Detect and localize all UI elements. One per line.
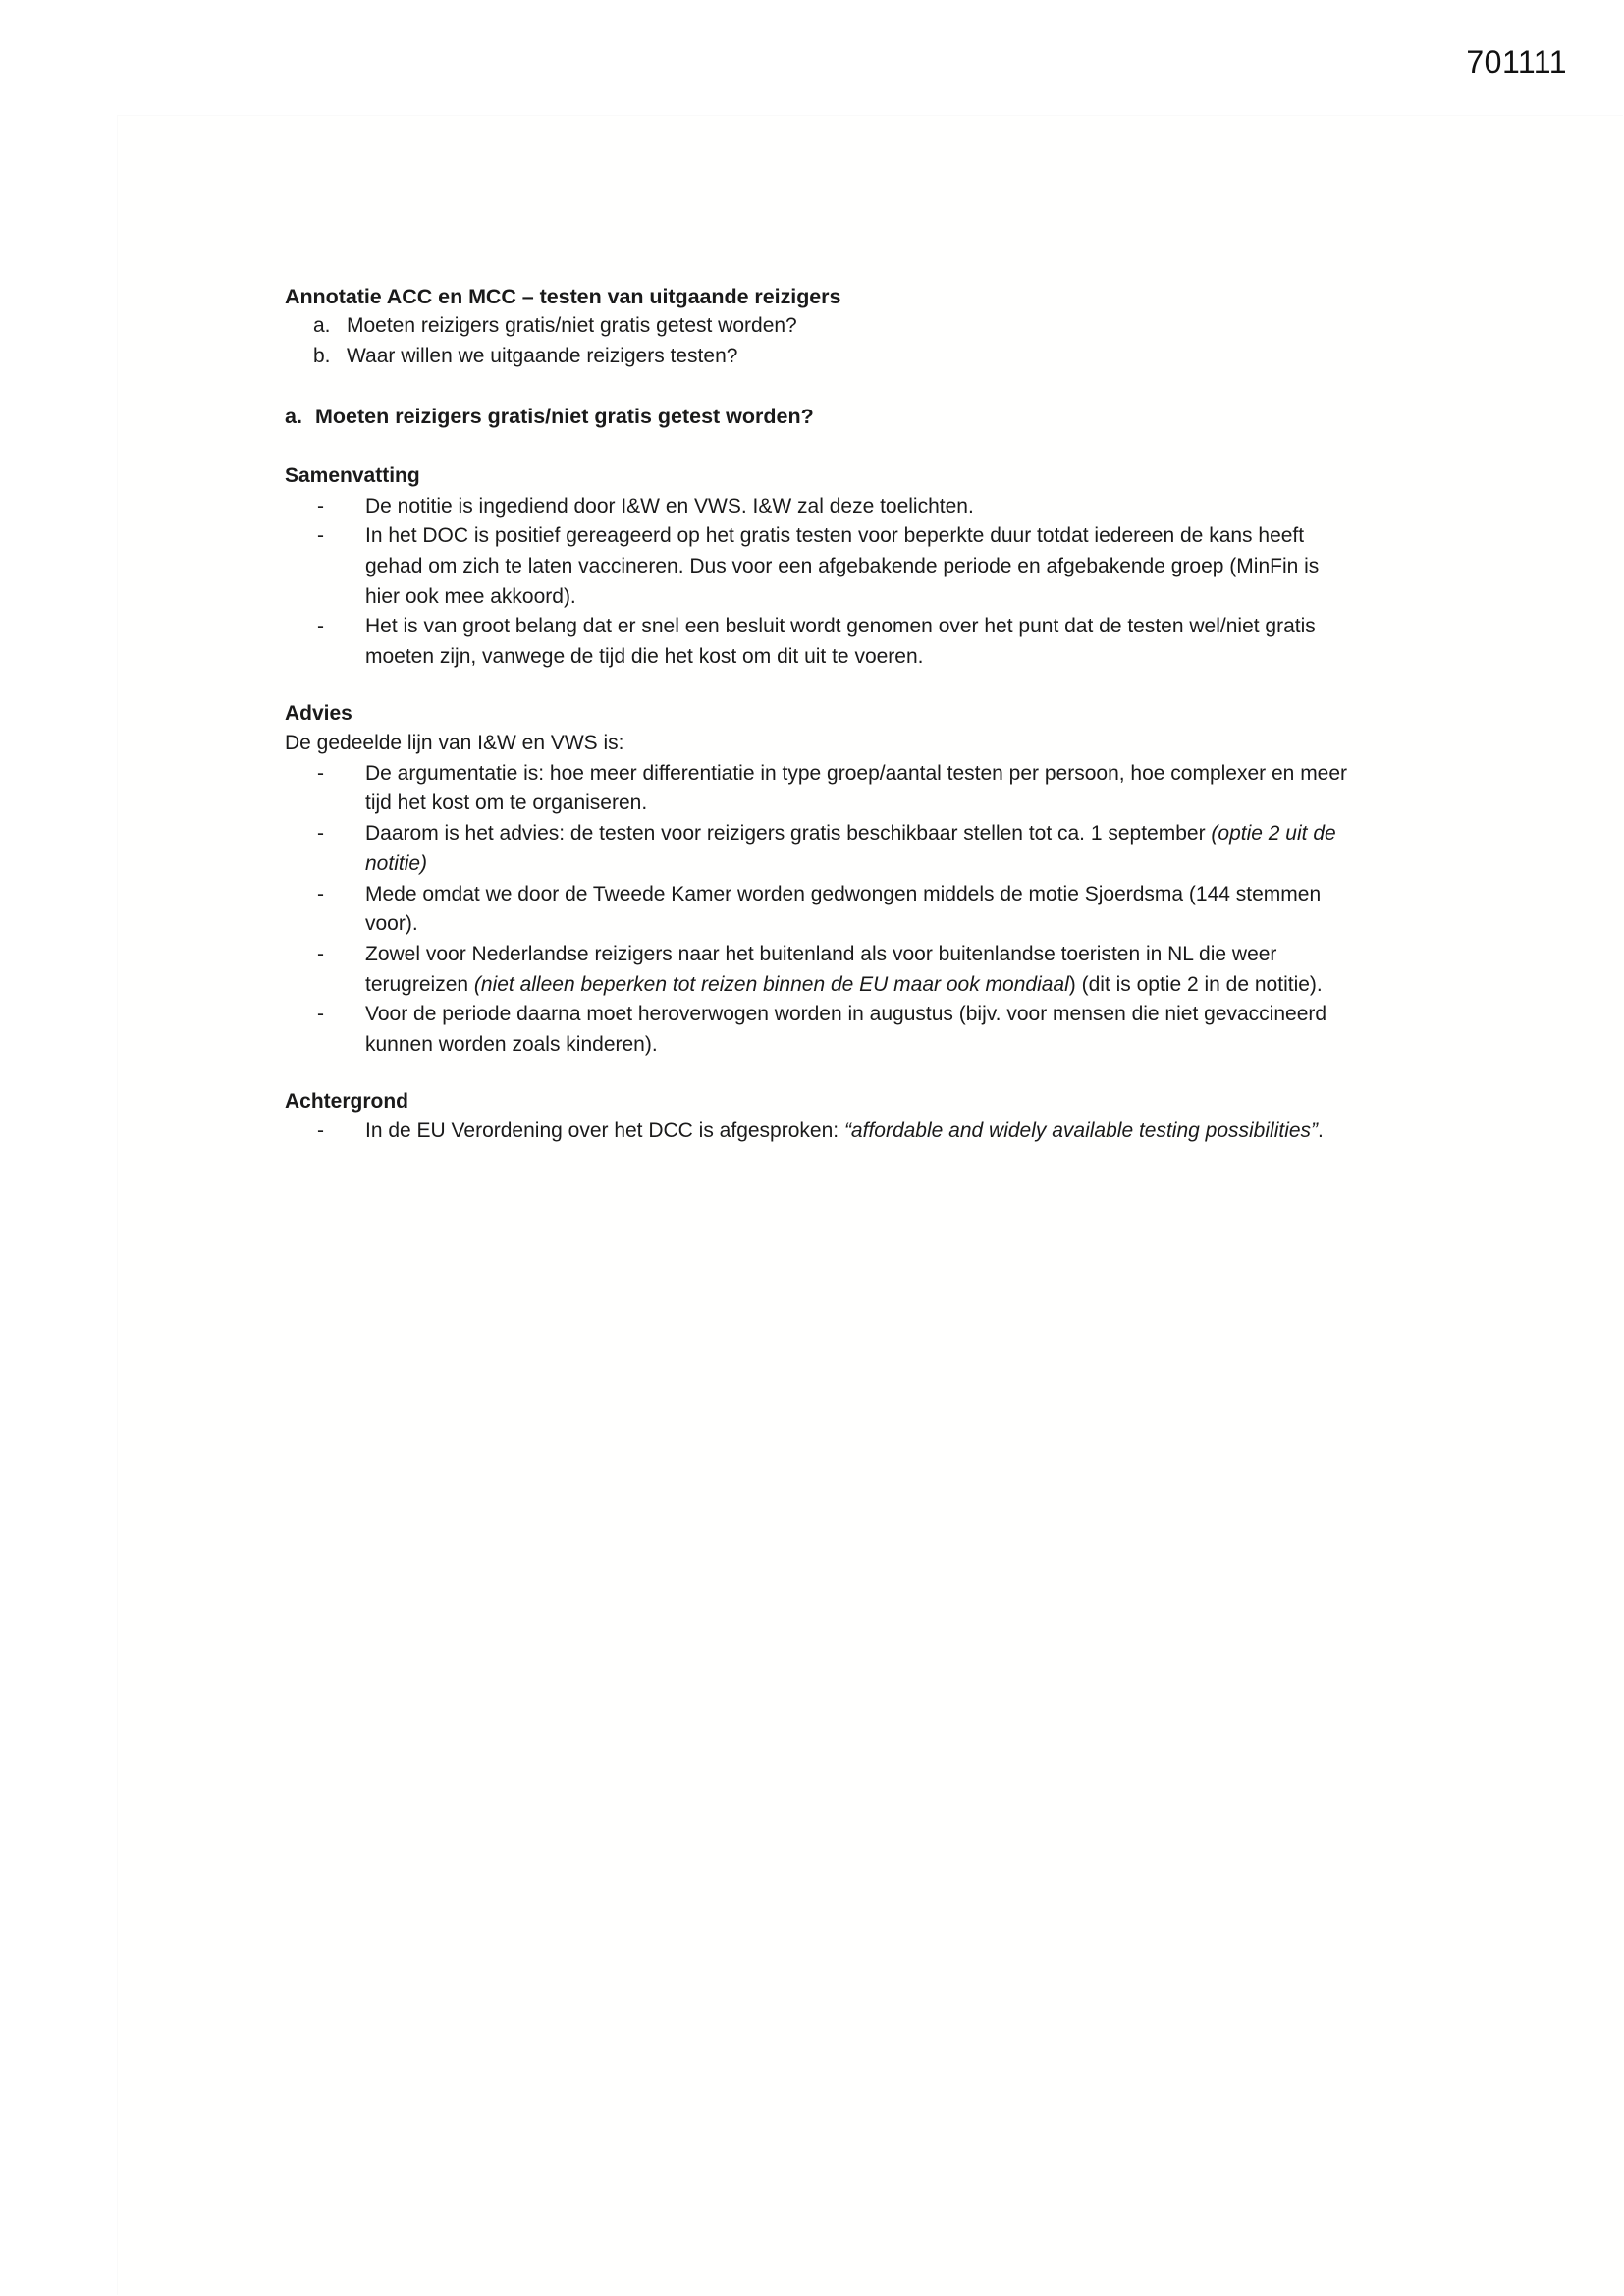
italic-run: (niet alleen beperken tot reizen binnen de EU maar ook mondiaal <box>473 972 1069 996</box>
dash-bullet-icon: - <box>317 615 324 638</box>
list-item-label: Waar willen we uitgaande reizigers testen? <box>347 344 738 367</box>
list-item <box>285 342 1355 372</box>
dash-bullet-icon: - <box>317 1003 324 1026</box>
spacer <box>285 1061 1355 1087</box>
list-item <box>285 940 1355 1000</box>
list-item <box>285 819 1355 879</box>
page-number: 701111 <box>1466 44 1567 80</box>
list-item-text <box>365 1120 1324 1142</box>
dash-bullet-icon: - <box>317 1120 324 1143</box>
dash-bullet-icon: - <box>317 494 324 518</box>
list-item <box>285 612 1355 672</box>
list-item <box>285 1000 1355 1060</box>
list-item-text <box>365 762 1347 815</box>
list-item-text <box>365 883 1321 936</box>
spacer <box>285 673 1355 699</box>
section-marker: a. <box>285 405 302 428</box>
document-title: Annotatie ACC en MCC – testen van uitgaande reizigers <box>285 285 841 308</box>
advies-list <box>285 759 1355 1061</box>
dash-bullet-icon: - <box>317 761 324 785</box>
text-run: De argumentatie is: hoe meer differentiatie in type groep/aantal testen per persoon, hoe complexer en meer tijd het kost om te organiseren. <box>365 761 1348 815</box>
list-item <box>285 759 1355 819</box>
italic-run: “affordable and widely available testing possibilities” <box>843 1120 1319 1143</box>
list-item-text: In het DOC is positief gereageerd op het gratis testen voor beperkte duur totdat iedereen de kans heeft gehad om zich te laten vaccineren. Dus voor een afgebakende periode en afgebakende groep (MinFin is hier ook mee akkoord). <box>365 524 1320 608</box>
list-marker: a. <box>313 314 331 337</box>
text-run: . <box>1318 1120 1324 1143</box>
list-marker: b. <box>313 344 331 367</box>
text-run: Daarom is het advies: de testen voor reizigers gratis beschikbaar stellen tot ca. 1 september <box>365 822 1212 846</box>
list-item-text: De notitie is ingediend door I&W en VWS. I&W zal deze toelichten. <box>365 494 974 518</box>
section-heading-question-a <box>285 402 1355 431</box>
section-heading-label: Moeten reizigers gratis/niet gratis getest worden? <box>315 405 814 428</box>
list-item-text <box>365 1003 1326 1056</box>
achtergrond-list <box>285 1117 1355 1147</box>
text-run: Voor de periode daarna moet heroverwogen worden in augustus (bijv. voor mensen die niet gevaccineerd kunnen worden zoals kinderen). <box>365 1003 1327 1057</box>
list-item <box>285 1117 1355 1147</box>
heading-advies: Advies <box>285 701 352 725</box>
text-run: ) (dit is optie 2 in de notitie). <box>1068 972 1323 996</box>
dash-bullet-icon: - <box>317 524 324 548</box>
top-question-list <box>285 311 1355 371</box>
list-item-label: Moeten reizigers gratis/niet gratis getest worden? <box>347 314 797 337</box>
spacer <box>285 431 1355 462</box>
dash-bullet-icon: - <box>317 822 324 846</box>
spacer <box>285 371 1355 402</box>
document-body <box>285 282 1355 1147</box>
dash-bullet-icon: - <box>317 882 324 905</box>
list-item-text <box>365 943 1323 996</box>
list-item <box>285 521 1355 612</box>
list-item-text <box>365 822 1336 875</box>
dash-bullet-icon: - <box>317 942 324 965</box>
heading-samenvatting: Samenvatting <box>285 465 420 487</box>
italic-run: (optie 2 uit de notitie) <box>365 822 1336 875</box>
list-item <box>285 492 1355 522</box>
heading-achtergrond: Achtergrond <box>285 1089 408 1113</box>
list-item-text: Het is van groot belang dat er snel een besluit wordt genomen over het punt dat de testen wel/niet gratis moeten zijn, vanwege de tijd die het kost om dit uit te voeren. <box>365 615 1316 669</box>
text-run: Mede omdat we door de Tweede Kamer worden gedwongen middels de motie Sjoerdsma (144 stemmen voor). <box>365 882 1322 936</box>
list-item <box>285 311 1355 342</box>
samenvatting-list <box>285 492 1355 673</box>
list-item <box>285 880 1355 940</box>
text-run: In de EU Verordening over het DCC is afgesproken: <box>365 1120 844 1143</box>
advies-intro: De gedeelde lijn van I&W en VWS is: <box>285 732 624 755</box>
text-run: Zowel voor Nederlandse reizigers naar het buitenland als voor buitenlandse toeristen in NL die weer terugreizen <box>365 942 1277 996</box>
